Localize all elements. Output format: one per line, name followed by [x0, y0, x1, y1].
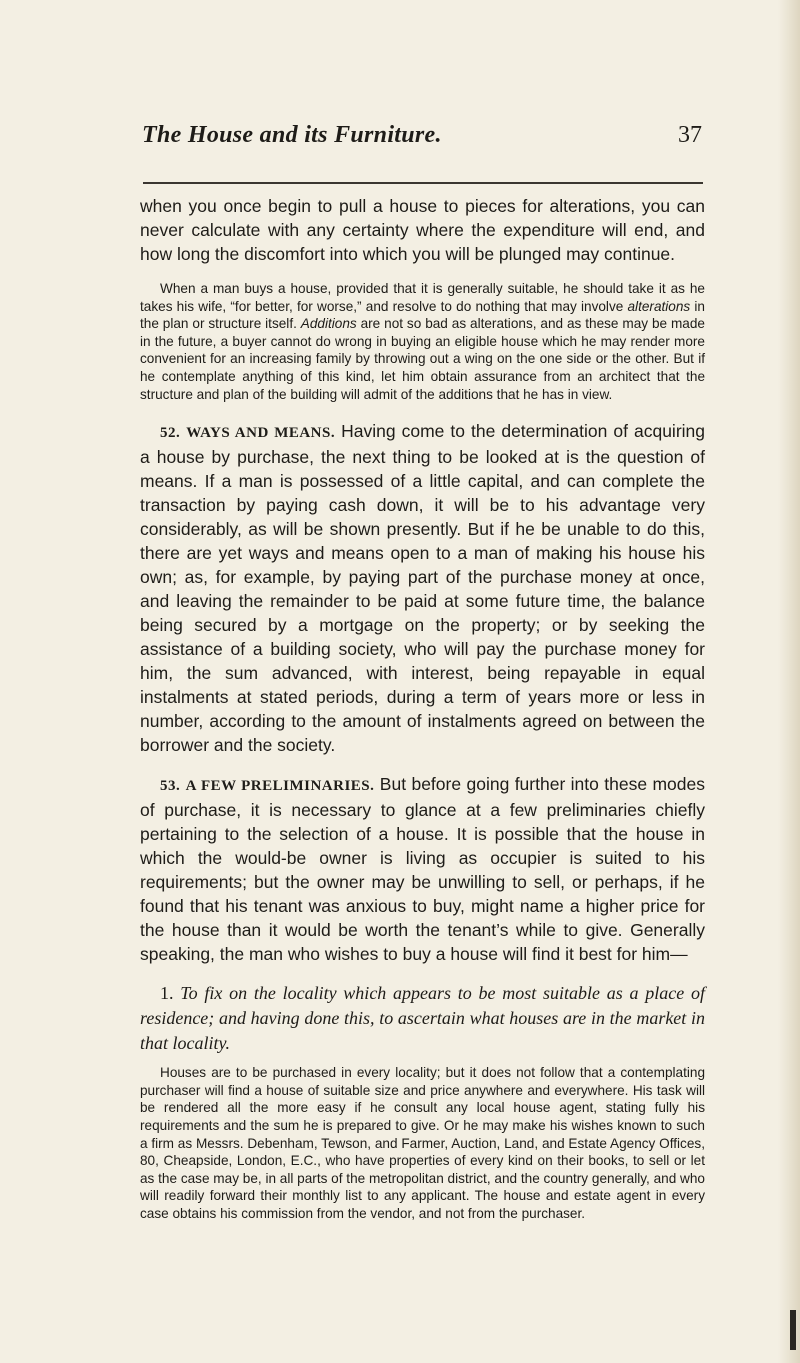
- rule-number: 1.: [160, 983, 174, 1004]
- text-run: When a man buys a house, provided that it is generally suitable, he should take it as he takes his wife, “for better, for worse,” and resolve to do nothing that may involve: [140, 281, 705, 314]
- rule-text: To fix on the locality which appears to be most suitable as a place of residence; and having done this, to ascertain what houses are in the market in that locality.: [140, 983, 706, 1054]
- section-text: Having come to the determination of acquiring a house by purchase, the next thing to be looked at is the question of means. If a man is possessed of a little capital, and can complete the transaction by paying cash down, it will be to his advantage very considerably, as will be shown presently. But if he be unable to do this, there are yet ways and means open to a man of making his house his own; as, for example, by paying part of the purchase money at once, and leaving the remainder to be paid at some future time, the balance being secured by a mortgage on the property; or by seeking the assistance of a building society, who will pay the purchase money for him, the sum advanced, with interest, being repayable in equal instalments at stated periods, during a term of years more or less in number, according to the amount of instalments agreed on between the borrower and the society.: [140, 421, 706, 756]
- paragraph-note-houses: Houses are to be purchased in every locality; but it does not follow that a contemplating purchaser will find a house of suitable size and price anywhere and everywhere. His task will be rendered all the more easy if he consult any local house agent, stating fully his requirements and the sum he is prepared to give. Or he may make his wishes known to such a firm as Messrs. Debenham, Tewson, and Farmer, Auction, Land, and Estate Agency Offices, 80, Cheapside, London, E.C., who have properties of every kind on their books, to sell or let as the case may be, in all parts of the metropolitan district, and the country generally, and who will readily forward their monthly list to any applicant. The house and estate agent in every case obtains his commission from the vendor, and not from the purchaser.: [140, 1065, 705, 1221]
- page-body: [140, 194, 705, 1229]
- paragraph-note-alterations: [140, 280, 705, 403]
- page-number: 37: [678, 122, 702, 148]
- section-52: [140, 419, 705, 757]
- section-number: 53.: [160, 778, 181, 795]
- emphasis-additions: Additions: [300, 316, 357, 332]
- emphasis-alterations: alterations: [627, 298, 691, 314]
- paragraph-continuation: when you once begin to pull a house to pieces for alterations, you can never calculate with any certainty where the expenditure will end, and how long the discomfort into which you will be plunged may continue.: [140, 196, 705, 264]
- rule-item-1: [140, 981, 705, 1056]
- edge-mark: [790, 1310, 796, 1350]
- section-53: [140, 772, 705, 966]
- header-rule: [143, 182, 703, 184]
- text-run: in the plan or structure itself.: [140, 298, 705, 332]
- text-run: are not so bad as alterations, and as these may be made in the future, a buyer cannot do wrong in buying an eligible house which he may render more convenient for an increasing family by throwing out a wing on the one side or the other. But if he contemplate anything of this kind, let him obtain assurance from an architect that the structure and plan of the building will admit of the additions that he has in view.: [140, 316, 705, 402]
- section-number: 52.: [160, 425, 181, 442]
- page-edge: [778, 0, 800, 1363]
- section-heading: A FEW PRELIMINARIES.: [185, 778, 375, 795]
- running-title: The House and its Furniture.: [142, 122, 442, 148]
- page-header: [142, 122, 702, 162]
- section-text: But before going further into these modes of purchase, it is necessary to glance at a few preliminaries chiefly pertaining to the selection of a house. It is possible that the house in which the would-be owner is living as occupier is suited to his requirements; but the owner may be unwilling to sell, or perhaps, if he found that his tenant was anxious to buy, might name a higher price for the house than it would be worth the tenant’s while to give. Generally speaking, the man who wishes to buy a house will find it best for him—: [140, 774, 706, 965]
- section-heading: WAYS AND MEANS.: [186, 425, 336, 442]
